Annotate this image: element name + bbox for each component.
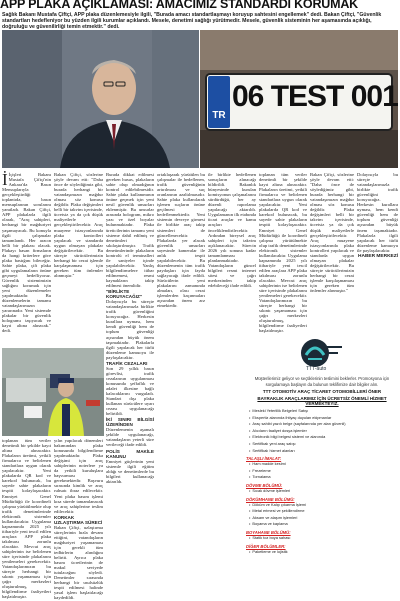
column-7-text: Bakan Çiftçi, sözlerine şöyle devam etti: "Daha önce de söylediğimiz gibi, burada herhangi bir vatandaşımızın mağdur olması söz konusu değildir. Plaka değişimleri belli bir takvim içerisinde, ücretsiz ya da çok düşük maliyetlerle gerçekleştirilecektir. Araç muayene istasyonlarında plaka kontrolleri yapılacak ve standarda uygun olmayan plakalar değiştirilecektir. Bu süreçte sürücülerimizin herhangi bir cezai işlemle karşılaşmaması için gereken tüm önlemler alınmıştır." xyxy=(310,172,354,294)
article-column-7 xyxy=(310,172,354,332)
article-column-8 xyxy=(357,172,398,332)
article-column-1-lower xyxy=(2,438,51,600)
ad-section-title: TALAŞLI İMALAT: xyxy=(246,456,282,462)
column-3-text-e: Emniyet güçlerinin yeni sistemle ilgili eğitim aldığı ve denetimlerde bu bilgileri kullanacağı aktarıldı. xyxy=(106,458,154,484)
list-item: • Elektronik bilgi belgesi sistemi ve alanında xyxy=(246,434,398,441)
column-1-lower-text: toplanan tüm veriler denetimli bir şekilde kayıt altına alınacaktır. Plakaların üretimi, yetkili firmalarca ve belirlenen standartlara uygun olarak yapılacaktır. Yeni plakalarda QR kod ve karekod bulunacak, bu sayede sahte plakaların tespiti kolaylaşacaktır. Emniyet Genel Müdürlüğü ile koordineli çalışma yürütülmekte olup trafik denetimlerinde elektronik sistemler kullanılacaktır. Uygulama kapsamında 2025 yılı itibariyle yeni tescil edilen araçlara APP plaka takılması zorunlu olacaktır. Mevcut araç sahiplerinin ise belirlenen süre içerisinde plakalarını yenilemeleri gerekecektir. Vatandaşlarımızın bu süreçte herhangi bir sıkıntı yaşamaması için çağrı merkezleri oluşturulmuş, bilgilendirme faaliyetleri başlatılmıştır. xyxy=(2,438,51,600)
list-item: • Ham madde kesimi xyxy=(246,461,398,468)
ad-note-1: Müşterilerimiz geliyor ve seçtiklerinin teslimini beklerler. Promosyona için xyxy=(254,376,390,381)
ad-section-title: DİĞER BÖLÜMLER: xyxy=(246,543,286,549)
intro-paragraph: Sağlık Bakanı Mustafa Çiftçi, APP plaka düzenlemesiyle ilgili, "Burada amacı standartlaşmayı koruyup sahtesini engellemek" dedi. Bakan Çiftçi, "Güvenlik standartları hedefleniyor bu yüzden ilgili kurumlar açıklandı. Mesele, denetimi sağlığı yürütmedir. Mesele, güvenlik sisteminin her aşamasında açıklığı, doğruluğu ve güvenilirliği temin etmektir." dedi. xyxy=(2,12,382,31)
advertisement xyxy=(246,336,398,594)
list-item: • Frezeleme xyxy=(246,468,398,475)
column-5-text: ile birlikte hedeflenen sonuçların alınacağı bildirildi. Bakanlık bünyesinde kurulan komisyonun çalışmalarını sürdürdüğü, her ay düzenli raporlama yapılacağı aktarıldı. Uygulamanın ilk etabında ticari araçlar ve kamu araçları önceliklendirilecektir. Ardından bireysel araç sahipleri için takvim açıklanacaktır. Sürecin 2026 yılı sonuna kadar tamamlanması planlanmaktadır. Vatandaşların güncel bilgileri resmi internet sitesi ve çağrı merkezinden takip edebileceği ifade edildi. xyxy=(208,172,256,289)
article-column-4 xyxy=(157,172,205,594)
person-icon xyxy=(2,30,199,168)
list-item: • Boyama ve kaplama xyxy=(246,521,398,528)
ad-note-2: sorgulamaya başlayın da bulunun teklifimize dair bilgiler alın. xyxy=(265,381,379,387)
column-2-lower-text-b: Bakan Çiftçi, uzlaştırma süreçlerinin hızla devam ettiğini, vatandaşların mağduriyet yaşamaması için gerekli tüm tedbirlerin alındığını belirtti. Ayrıca plaka basım ücretlerinin de makul seviyede tutulacağını söyledi. Denetimler sırasında herhangi bir usulsüzlük tespit edilmesi halinde yasal işlem başlatılacağı kaydedildi. xyxy=(54,524,103,601)
plate-country: TR xyxy=(212,110,226,121)
column-3-text-d: Düzenlemenin aşamalı şekilde uygulanacağı, vatandaşların yeterli süre verileceği ifade edildi. xyxy=(106,427,154,448)
ad-brand: TTT-auto xyxy=(306,366,327,372)
column-2-lower-text: yılın yapılacak dönemleri bakımından plaka konusunda bilgilendirme yapılmaktadır. Plaka değişimi için araç sahiplerinin noterlere ya da yetkili kuruluşlara başvurması gerekmektedir. Başvuru sırasında kimlik ve araç ruhsatı ibraz edilecektir. Yeni plaka basım işlemi kısa sürede tamamlanacak ve araç sahiplerine teslim edilecektir. xyxy=(54,438,103,514)
column-3-text-b: Dolayısıyla bu süreçte vatandaşlarımızla birlikte trafik güvenliğini koruyacağız. Herkesin kurallara uyması, hem kendi güvenliği hem de toplum güvenliği açısından büyük önem taşımaktadır. Plakalarla ilgili yapılacak her türlü düzenleme kamuoyu ile paylaşılacaktır. xyxy=(106,299,154,360)
column-6-text: toplanan tüm veriler denetimli bir şekilde kayıt altına alınacaktır. Plakaların üretimi, yetkili firmalarca ve belirlenen standartlara uygun olarak yapılacaktır. Yeni plakalarda QR kod ve karekod bulunacak, bu sayede sahte plakaların tespiti kolaylaşacaktır. Emniyet Genel Müdürlüğü ile koordineli çalışma yürütülmekte olup trafik denetimlerinde elektronik sistemler kullanılacaktır. Uygulama kapsamında 2025 yılı itibariyle yeni tescil edilen araçlara APP plaka takılması zorunlu olacaktır. Mevcut araç sahiplerinin ise belirlenen süre içerisinde plakalarını yenilemeleri gerekecektir. Vatandaşlarımızın bu süreçte herhangi bir sıkıntı yaşamaması için çağrı merkezleri oluşturulmuş, bilgilendirme faaliyetleri başlatılmıştır. xyxy=(259,172,307,334)
column-1-text: İçişleri Bakanı Mustafa Çiftçi'nin Ankara'da Basın Mensuplarıyla gerçekleştirdiği toplantıda, basın mensuplarının sorularını yanıtladı. Bakan Çiftçi, APP plakalarla ilgili olarak, "Araç sahipleri, herhangi bir mağduriyet yaşamayacak. Bu konuyla ilgili çalışmalar tamamlandı. Her aracın belli bir plakası olacak. Plakayı basan firmaların da hangi kriterlere göre plaka bastığını bileceğiz. Sahte plaka, çift plaka gibi uygulamaların önüne geçmeyi hedefliyoruz. Güvenlik sistemimizin sağlığını korumak için yeni düzenlemeler yapılmaktadır. Bu düzenlemelerin tamamı vatandaşlarımızın yararınadır. Yeni sistemde plakalar bir güvenlik hologramı taşıyacak ve kayıt altına alınacak." dedi. xyxy=(2,172,51,334)
column-4-text: ortaklaşarak yürütülen bu çalışmalar ile hedeflenen, trafik güvenliğinin artırılması ve suç oranlarının azaltılmasıdır. Sahte plaka kullanılarak işlenen suçların önüne geçilmesi hedeflenmektedir. Yeni sistemin devreye girmesi ile birlikte araç takip sistemleri de güncellenecektir. Plakalarda yer alacak güvenlik unsurları sayesinde kameralar ile anlık tespit yapılabilecektir. Bu düzenlemenin tüm trafik paydaşları için fayda sağlayacağı ifade edildi. Sürücülerin yeni plakalarını zamanında almaları, olası cezai işlemlerden kaçınmaları açısından önem arz etmektedir. xyxy=(157,172,205,309)
list-item: • Alıcıların faaliyet dosya işlemler xyxy=(246,428,398,435)
article-column-1: İ İçişleri Bakanı Mustafa Çiftçi'nin Ankara'da Basın Mensuplarıyla gerçekleştirdiği toplantıda, basın mensuplarının sorularını yanıtladı. Bakan Çiftçi, APP plakalarla ilgili olarak, "Araç sahipleri, herhangi bir mağduriyet yaşamayacak. Bu konuyla ilgili çalışmalar tamamlandı. Her aracın belli bir plakası olacak. Plakayı basan firmaların da hangi kriterlere göre plaka bastığını bileceğiz. Sahte plaka, çift plaka gibi uygulamaların önüne geçmeyi hedefliyoruz. Güvenlik sistemimizin sağlığını korumak için yeni düzenlemeler yapılmaktadır. Bu düzenlemelerin tamamı vatandaşlarımızın yararınadır. Yeni sistemde plakalar bir güvenlik hologramı taşıyacak ve kayıt altına alınacak." dedi. xyxy=(2,170,51,334)
ad-section-title: BOYAHANE BÖLÜMÜ: xyxy=(246,529,291,535)
list-item: • Aksam ve alaşım işlemleri xyxy=(246,515,398,522)
column-2-text: Bakan Çiftçi, sözlerine şöyle devam etti: "Daha önce de söylediğimiz gibi, burada herhangi bir vatandaşımızın mağdur olması söz konusu değildir. Plaka değişimleri belli bir takvim içerisinde, ücretsiz ya da çok düşük maliyetlerle gerçekleştirilecektir. Araç muayene istasyonlarında plaka kontrolleri yapılacak ve standarda uygun olmayan plakalar değiştirilecektir. Bu süreçte sürücülerimizin herhangi bir cezai işlemle karşılaşmaması için gereken tüm önlemler alınmıştır." xyxy=(54,172,103,278)
column-3-subheading-2: TRAFİK CEZALARI xyxy=(106,360,148,366)
article-column-6 xyxy=(259,172,307,332)
list-item: • Metal erimesi ve şekillendirme xyxy=(246,508,398,515)
list-item: • Döküm ve Kalıp çıkarma İşlemi xyxy=(246,502,398,509)
traffic-police-photo xyxy=(2,348,104,436)
column-8-text: Dolayısıyla bu süreçte vatandaşlarımızla birlikte trafik güvenliğini koruyacağız. Herkesin kurallara uyması, hem kendi güvenliği hem de toplum güvenliği açısından büyük önem taşımaktadır. Plakalarla ilgili yapılacak her türlü düzenleme kamuoyu ile paylaşılacaktır. xyxy=(357,172,398,253)
list-item: • Ekspertiz alanında ihtiyaç duyulan ekipmanlar xyxy=(246,415,398,422)
list-item: • Sertifikalı hizmet alanları xyxy=(246,448,398,455)
article-column-2 xyxy=(54,172,103,347)
list-item: • Paketleme ve lojistik xyxy=(246,549,398,556)
ad-title-2: BAYRAKLIK ARAÇLARIMIZ İÇİN ÜCRETSİZ ÖNEMLİ HİZMET VERMEKTEYİZ. xyxy=(257,396,387,406)
minister-photo xyxy=(2,30,199,168)
list-item: • Mesleki Yeterlilik Belgeleri Satışı xyxy=(246,408,398,415)
ad-services-list xyxy=(246,408,398,454)
list-item: • Statik toz boya sahası xyxy=(246,535,398,542)
column-3-subheading-1: "BİRLİKTE KORUYACAĞIZ" xyxy=(106,289,142,300)
plate-number: 06 TEST 001 xyxy=(232,80,398,113)
ad-section-title: DÖKÜMHANE BÖLÜMÜ: xyxy=(246,496,295,502)
license-plate-photo xyxy=(200,30,398,168)
list-item: • Sertifikalı yeni araç satışı xyxy=(246,441,398,448)
headline: APP PLAKA AÇIKLAMASI: AMACIMIZ STANDARDI KORUMAK xyxy=(0,0,358,11)
ad-logo xyxy=(246,336,398,376)
column-3-subheading-3: İKİ SINIRI BİLGİSİ ÜZERİNDEN xyxy=(106,417,154,428)
column-3-text: Burada dikkat edilmesi gereken husus, plakaların sahte olup olmadığının kontrol edilebilmesidir. Sahte plaka kullanımının önüne geçmek için yeni nesil güvenlik unsurları eklenmiştir. Bu unsurlar arasında hologram, mikro yazı ve özel boyalar bulunmaktadır. Plaka üreticilerinin tamamı yeni sisteme dahil edilmiş ve denetimleri sıkılaştırılmıştır. Trafik denetimlerinde plakaların kontrolü el terminalleri ile saniyeler içinde yapılabilecektir. Yanlış bilgilendirmelere itibar edilmemesi, resmi kaynakların takip edilmesi önemlidir. xyxy=(106,172,154,289)
article-column-5 xyxy=(208,172,256,332)
article-column-2-lower xyxy=(54,438,103,601)
list-item: • Sıcak dövme işlemleri xyxy=(246,488,398,495)
list-item: • Tornalama xyxy=(246,474,398,481)
ad-section-title: DÖVME BÖLÜMÜ: xyxy=(246,482,283,488)
ad-title-1: TTT OTOMOTİV ARAÇ TİCARET OTOMOBİLLERİ ÖNER xyxy=(262,389,382,394)
byline: HABER MERKEZİ xyxy=(358,253,398,259)
list-item: • Araç sahibi yazılı belge (sayfalarında yer alan güvenli) xyxy=(246,421,398,428)
column-2-subheading: KORKAK UZLAŞTIRMA SÜRECİ xyxy=(54,514,103,525)
column-3-text-c: Son 29 yıllık basın görevlisi, trafik cezalarının uygulanması konusunda şeffaflık ve adalet ilkesine bağlı kalacaklarını vurguladı. Standart dışı plaka kullanan sürücülere uyarı cezası uygulanacağı belirtildi. xyxy=(106,365,154,417)
column-3-subheading-4: POLİS MAKİLE KANUNU xyxy=(106,448,154,459)
article-column-3 xyxy=(106,172,154,594)
